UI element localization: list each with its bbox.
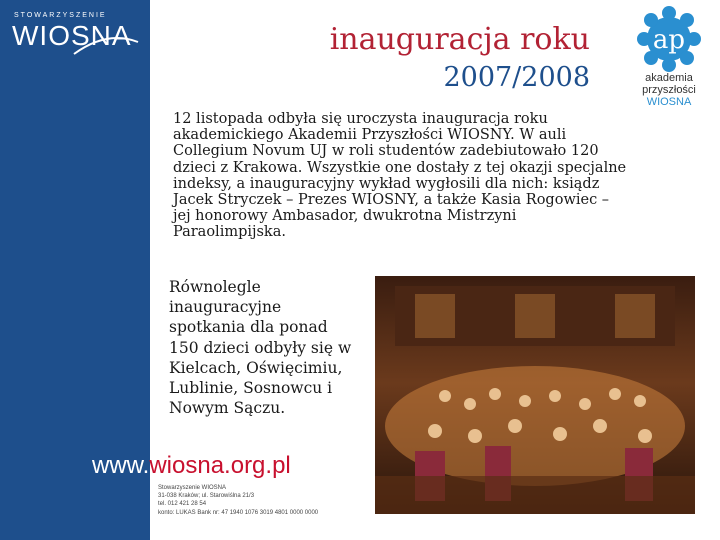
- ap-logo-icon: [624, 6, 714, 72]
- footer-org: Stowarzyszenie WIOSNA: [158, 485, 227, 491]
- footer-address: 31-038 Kraków; ul. Starowiślna 21/3: [158, 493, 255, 500]
- page-subtitle: 2007/2008: [443, 62, 590, 93]
- akademia-logo: [624, 6, 714, 114]
- url-domain: wiosna.org.pl: [149, 452, 291, 479]
- footer-phone: tel. 012 421 28 54: [158, 501, 207, 508]
- org-logo-text: WIOSNA: [12, 20, 132, 51]
- auditorium-photo: [375, 276, 695, 514]
- intro-paragraph: 12 listopada odbyła się uroczysta inauguracja roku akademickiego Akademii Przyszłości WIOSNY. W auli Collegium Novum UJ w roli studentów zadebiutowało 120 dzieci z Krakowa. Wszystkie one dostały z tej okazji specjalne indeksy, a inauguracyjny wykład wygłosili dla nich: ksiądz Jacek Stryczek – Prezes WIOSNY, a także Kasia Rogowiec – jej honorowy Ambasador, dwukrotna Mistrzyni Paraolimpijska.: [173, 111, 627, 241]
- swoosh-icon: [72, 32, 142, 62]
- contact-info: [158, 484, 318, 517]
- page-title: inauguracja roku: [329, 22, 590, 57]
- ap-line1: akademia: [645, 72, 693, 84]
- website-link[interactable]: [92, 452, 291, 480]
- footer-account: konto: LUKAS Bank nr: 47 1940 1076 3019 4801 0000 0000: [158, 509, 319, 516]
- org-label-small: STOWARZYSZENIE: [14, 12, 107, 19]
- url-prefix: www.: [92, 452, 150, 479]
- ap-line2: przyszłości: [642, 84, 696, 96]
- second-paragraph: Równolegle inauguracyjne spotkania dla ponad 150 dzieci odbyły się w Kielcach, Oświęcimiu, Lublinie, Sosnowcu i Nowym Sączu.: [169, 278, 352, 418]
- ap-line3: WIOSNA: [646, 96, 692, 108]
- ap-letters: ap: [652, 25, 686, 55]
